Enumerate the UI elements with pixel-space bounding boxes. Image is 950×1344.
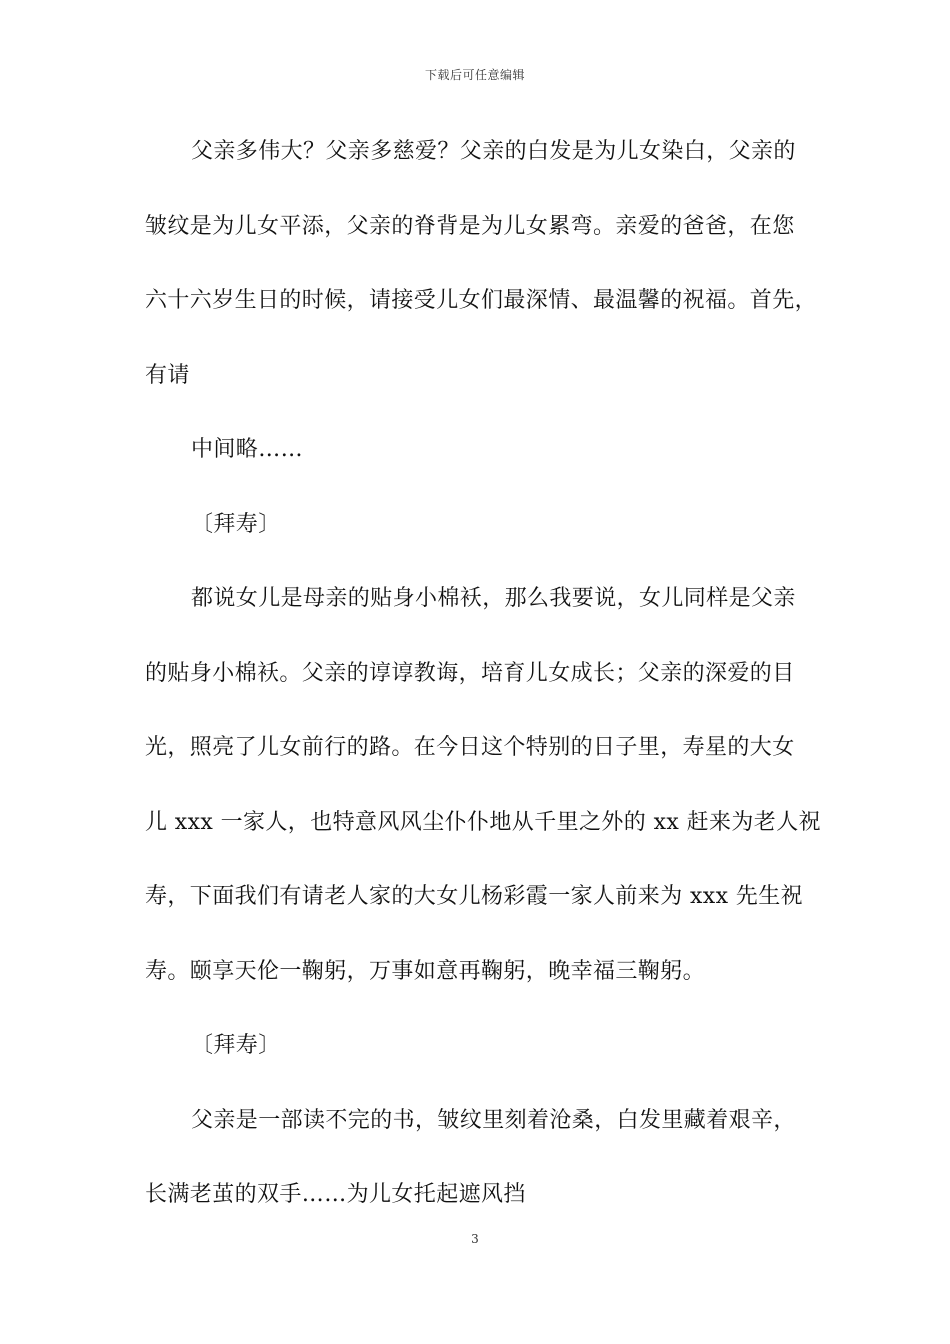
- body-text: [145, 128, 822, 1246]
- text-line: 有请: [145, 362, 190, 388]
- text-line: 六十六岁生日的时候，请接受儿女们最深情、最温馨的祝福。首先，: [145, 288, 818, 313]
- text-line: 皱纹是为儿女平添，父亲的脊背是为儿女累弯。亲爱的爸爸，在您: [145, 213, 795, 239]
- header-note: 下载后可任意编辑: [424, 68, 525, 82]
- page-number: 3: [471, 1232, 479, 1246]
- text-line: 父亲是一部读不完的书，皱纹里刻着沧桑，白发里藏着艰辛，: [191, 1107, 796, 1133]
- section-marker: 〔拜寿〕: [191, 1033, 281, 1058]
- text-line: 长满老茧的双手……为儿女托起遮风挡: [145, 1182, 526, 1207]
- text-line: 光，照亮了儿女前行的路。在今日这个特别的日子里，寿星的大女: [145, 735, 795, 760]
- section-marker: 〔拜寿〕: [191, 511, 281, 537]
- text-line: 父亲多伟大？父亲多慈爱？父亲的白发是为儿女染白，父亲的: [191, 139, 796, 164]
- text-line: 的贴身小棉袄。父亲的谆谆教诲，培育儿女成长；父亲的深爱的目: [145, 660, 795, 686]
- text-line: 儿 xxx 一家人，也特意风风尘仆仆地从千里之外的 xx 赶来为老人祝: [145, 809, 822, 835]
- text-line: 中间略……: [191, 437, 304, 462]
- text-line: 寿，下面我们有请老人家的大女儿杨彩霞一家人前来为 xxx 先生祝: [145, 884, 804, 909]
- text-line: 都说女儿是母亲的贴身小棉袄，那么我要说，女儿同样是父亲: [191, 586, 796, 611]
- text-line: 寿。颐享天伦一鞠躬，万事如意再鞠躬，晚幸福三鞠躬。: [145, 958, 706, 984]
